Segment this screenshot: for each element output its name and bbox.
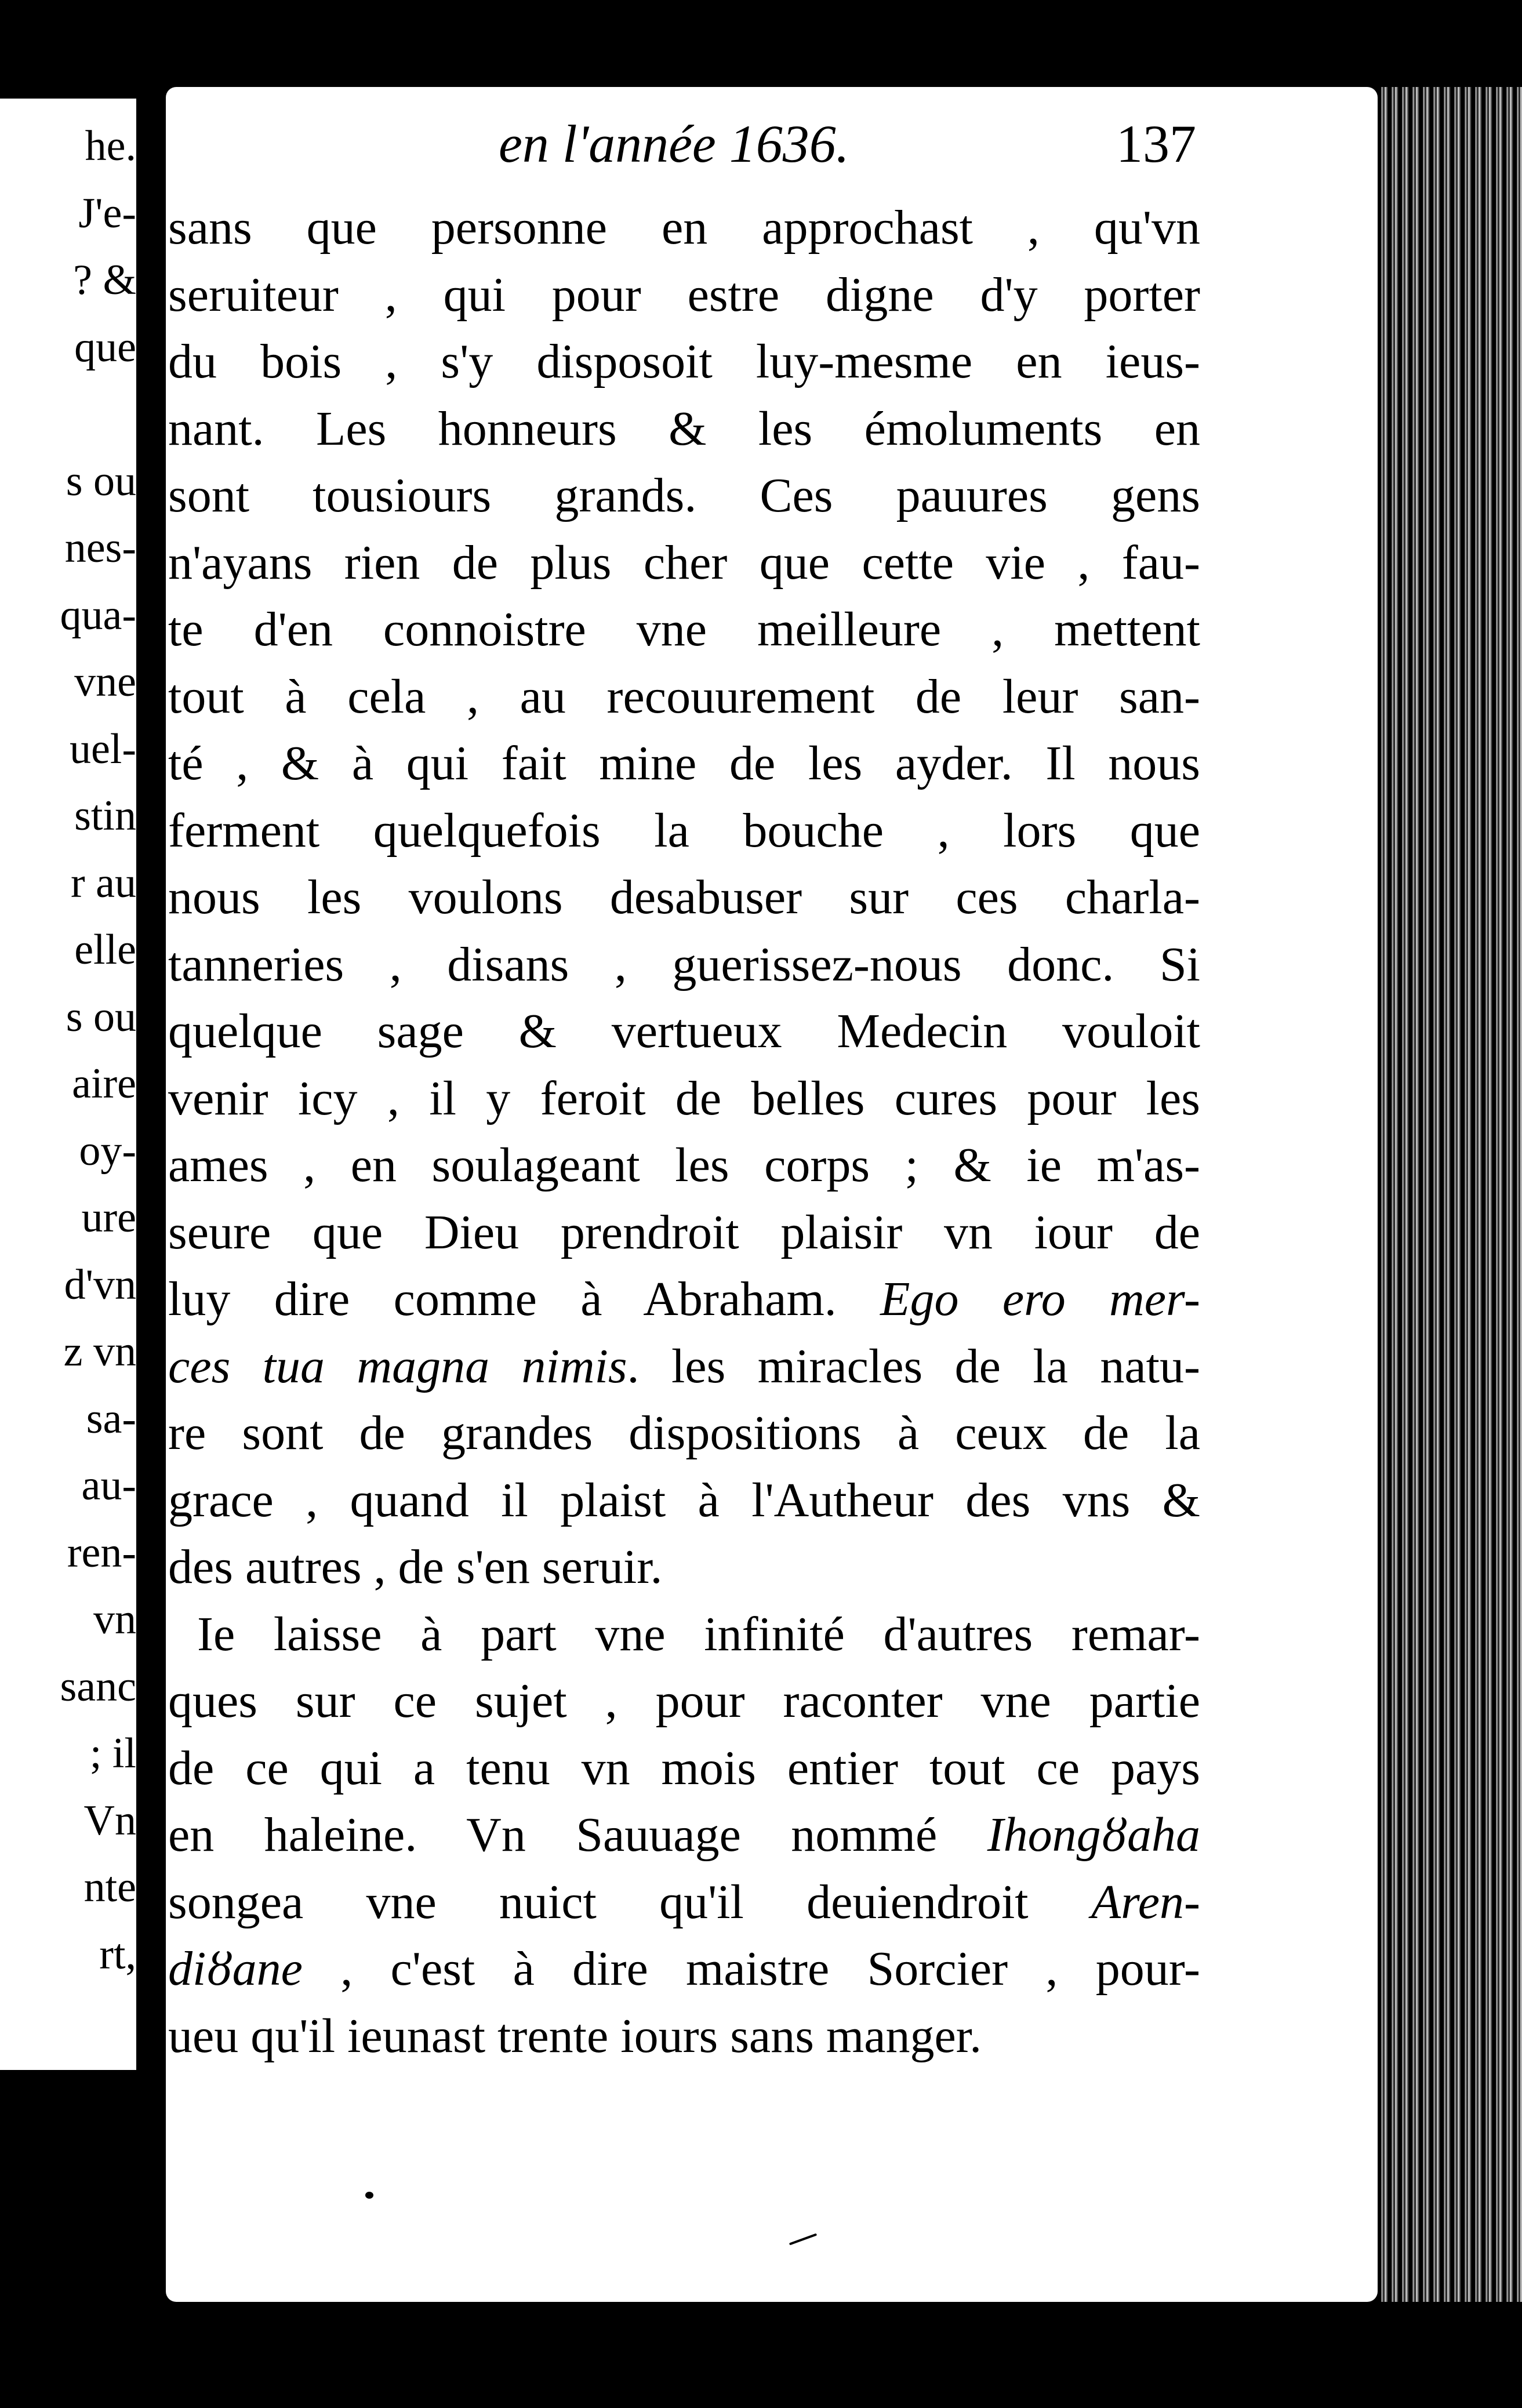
text-segment: en haleine. Vn Sauuage nommé <box>168 1808 987 1862</box>
text-line <box>168 1601 1200 1668</box>
text-segment: tanneries , disans , guerissez-nous donc. Si <box>168 937 1200 991</box>
text-segment: , c'est à dire maistre Sorcier , pour- <box>302 1942 1200 1996</box>
previous-page-fragment: s ou <box>66 457 136 505</box>
text-line <box>168 1935 1200 2003</box>
italic-text: Ihongȣaha <box>987 1808 1200 1862</box>
previous-page-fragment: nte <box>83 1864 136 1911</box>
previous-page-fragment: ? & <box>73 256 136 304</box>
previous-page-fragment: r au <box>71 859 136 907</box>
page-number: 137 <box>1116 114 1196 173</box>
text-line <box>168 328 1200 395</box>
text-segment: sans que personne en approchast , qu'vn <box>168 201 1200 255</box>
text-line <box>168 1668 1200 1735</box>
text-line <box>168 395 1200 463</box>
previous-page-fragment: d'vn <box>64 1261 136 1309</box>
previous-page-fragment: ; il <box>89 1730 136 1777</box>
italic-text: Aren- <box>1091 1875 1200 1929</box>
previous-page-fragment: stin <box>74 792 136 840</box>
previous-page-fragment: sa- <box>86 1394 136 1443</box>
text-line <box>168 1869 1200 1936</box>
text-line <box>168 1132 1200 1199</box>
text-segment: ames , en soulageant les corps ; & ie m'as- <box>168 1138 1200 1192</box>
text-segment: té , & à qui fait mine de les ayder. Il nous <box>168 736 1200 790</box>
text-segment: tout à cela , au recouurement de leur san- <box>168 669 1200 724</box>
text-line <box>168 1735 1200 1802</box>
text-line <box>168 663 1200 731</box>
text-line <box>168 864 1200 931</box>
text-segment: ques sur ce sujet , pour raconter vne partie <box>168 1674 1200 1728</box>
text-line <box>168 1802 1200 1869</box>
text-segment: ferment quelquefois la bouche , lors que <box>168 803 1200 858</box>
previous-page-fragment: nes- <box>64 524 136 572</box>
previous-page-fragment: aire <box>72 1060 136 1107</box>
text-line <box>168 931 1200 998</box>
text-line <box>168 261 1200 329</box>
text-line <box>168 529 1200 597</box>
italic-text: ces tua magna nimis <box>168 1339 627 1393</box>
text-segment: re sont de grandes dispositions à ceux de la <box>168 1406 1200 1460</box>
previous-page-fragment: s ou <box>66 993 136 1041</box>
text-segment: seure que Dieu prendroit plaisir vn iour de <box>168 1205 1200 1259</box>
text-line <box>168 1333 1200 1400</box>
text-line <box>168 1467 1200 1534</box>
text-segment: venir icy , il y feroit de belles cures pour les <box>168 1071 1200 1125</box>
text-line <box>168 596 1200 663</box>
text-line <box>168 730 1200 797</box>
previous-page-fragment: oy- <box>79 1127 136 1175</box>
previous-page-fragment: rt, <box>99 1930 136 1978</box>
previous-page-fragment: au- <box>81 1462 136 1509</box>
text-line <box>168 1199 1200 1266</box>
text-line <box>168 1266 1200 1333</box>
text-line <box>168 797 1200 865</box>
book-gutter <box>139 81 164 2145</box>
text-segment: ueu qu'il ieunast trente iours sans manger. <box>168 2009 982 2063</box>
text-line <box>168 998 1200 1065</box>
text-segment: te d'en connoistre vne meilleure , mettent <box>168 602 1200 656</box>
text-line <box>168 1065 1200 1132</box>
page-edge-shadow <box>1378 87 1522 2302</box>
text-segment: Ie laisse à part vne infinité d'autres remar- <box>197 1607 1200 1661</box>
previous-page-fragment: ure <box>81 1194 136 1241</box>
text-segment: grace , quand il plaist à l'Autheur des vns & <box>168 1473 1200 1527</box>
text-segment: songea vne nuict qu'il deuiendroit <box>168 1875 1091 1929</box>
running-head: en l'année 1636. <box>499 114 849 173</box>
previous-page-fragment: que <box>74 323 136 371</box>
text-segment: nous les voulons desabuser sur ces charla- <box>168 870 1200 924</box>
text-segment: sont tousiours grands. Ces pauures gens <box>168 468 1200 522</box>
text-segment: . les miracles de la natu- <box>627 1339 1200 1393</box>
text-segment: de ce qui a tenu vn mois entier tout ce pays <box>168 1741 1200 1795</box>
ink-speck <box>365 2192 373 2199</box>
previous-page-fragment: sanc <box>60 1662 136 1710</box>
text-line <box>168 1534 1200 1601</box>
text-segment: des autres , de s'en seruir. <box>168 1540 663 1594</box>
previous-page-fragment: vne <box>74 658 136 706</box>
previous-page-fragment: J'e- <box>78 189 136 237</box>
previous-page-fragment: ren- <box>67 1528 136 1577</box>
previous-page-fragment: z vn <box>63 1328 136 1375</box>
text-line <box>168 462 1200 529</box>
text-segment: n'ayans rien de plus cher que cette vie , fau- <box>168 535 1200 590</box>
previous-page-fragment: he. <box>85 122 136 170</box>
previous-page-fragment: vn <box>93 1596 136 1643</box>
previous-page-fragment: uel- <box>69 725 136 773</box>
text-line <box>168 194 1200 261</box>
text-line <box>168 1400 1200 1467</box>
previous-page-margin <box>0 99 136 2070</box>
text-segment: nant. Les honneurs & les émoluments en <box>168 401 1200 456</box>
body-text <box>168 194 1200 2069</box>
text-segment: seruiteur , qui pour estre digne d'y porter <box>168 267 1200 322</box>
previous-page-fragment: qua- <box>60 591 136 639</box>
text-line <box>168 2003 1200 2070</box>
previous-page-fragment: Vn <box>83 1796 136 1844</box>
text-segment: du bois , s'y disposoit luy-mesme en ieus- <box>168 335 1200 388</box>
text-segment: luy dire comme à Abraham. <box>168 1272 881 1326</box>
previous-page-fragment: elle <box>74 926 136 974</box>
text-segment: quelque sage & vertueux Medecin vouloit <box>168 1004 1200 1058</box>
italic-text: diȣane <box>168 1942 303 1996</box>
italic-text: Ego ero mer- <box>880 1272 1200 1326</box>
